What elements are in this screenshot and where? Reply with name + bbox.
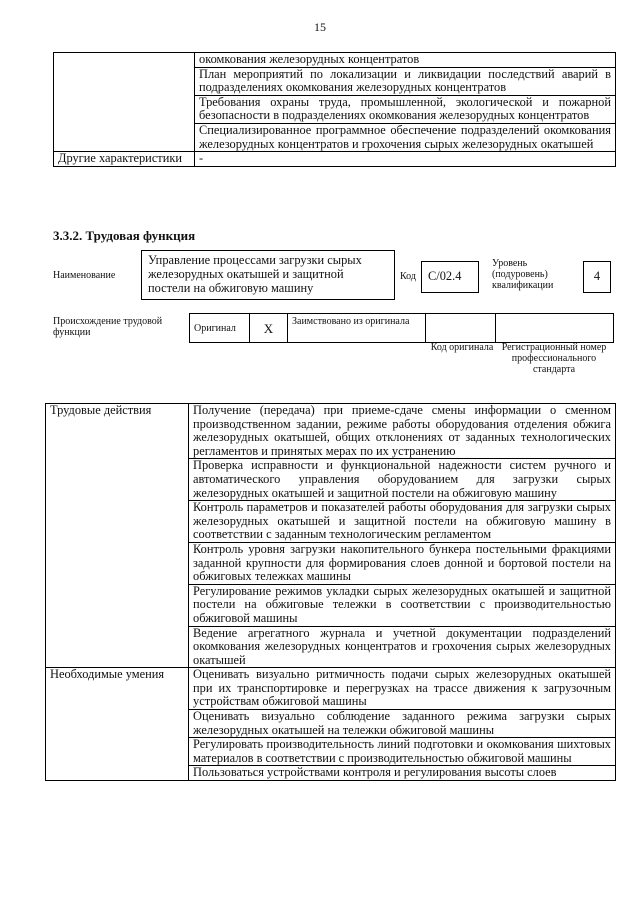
name-label: Наименование bbox=[53, 270, 116, 281]
function-code: С/02.4 bbox=[421, 261, 479, 293]
origin-borrowed-label: Заимствовано из оригинала bbox=[288, 314, 426, 343]
skills-label: Необходимые умения bbox=[46, 668, 189, 781]
labor-action: Получение (передача) при приеме-сдаче смены информации о сменном производственном задании, режиме работы оборудования отделения обжига железорудных окатышей, общих отклонениях от заданных технологических регламентов и принятых мерах по их устранению bbox=[189, 404, 616, 459]
section-title: 3.3.2. Трудовая функция bbox=[53, 228, 196, 243]
origin-label: Происхождение трудовой функции bbox=[53, 316, 163, 338]
labor-action: Контроль уровня загрузки накопительного бункера постельными фракциями заданной крупности для формирования слоев донной и бортовой постели на обжиговых тележках машины bbox=[189, 542, 616, 584]
knowledge-row: Специализированное программное обеспечение подразделений окомкования железорудных концентратов и грохочения сырых железорудных окатышей bbox=[195, 123, 616, 151]
origin-reg-cell bbox=[496, 314, 614, 343]
labor-action: Контроль параметров и показателей работы оборудования для загрузки сырых железорудных окатышей и защитной постели на обжиговую машину в соответствии с заданным технологическим регламентом bbox=[189, 501, 616, 543]
skill-item: Оценивать визуально соблюдение заданного режима загрузки сырых железорудных окатышей на тележки обжиговой машины bbox=[189, 710, 616, 738]
labor-action: Регулирование режимов укладки сырых железорудных окатышей и защитной постели на обжиговые тележки в соответствии с производительностью обжиговой машины bbox=[189, 584, 616, 626]
qualification-level: 4 bbox=[583, 261, 611, 293]
other-characteristics-label: Другие характеристики bbox=[54, 152, 195, 167]
caption-registration-number: Регистрационный номер профессионального стандарта bbox=[501, 342, 607, 375]
function-name: Управление процессами загрузки сырых железорудных окатышей и защитной постели на обжиговую машину bbox=[141, 250, 395, 300]
knowledge-row: Требования охраны труда, промышленной, экологической и пожарной безопасности в подразделениях окомкования железорудных концентратов bbox=[195, 95, 616, 123]
labor-actions-label: Трудовые действия bbox=[46, 404, 189, 668]
skill-item: Регулировать производительность линий подготовки и окомкования шихтовых материалов в соответствии с производительностью обжиговой машины bbox=[189, 738, 616, 766]
labor-function-table bbox=[45, 403, 616, 781]
origin-mark: Х bbox=[250, 314, 288, 343]
empty-label-cell bbox=[54, 53, 195, 152]
continued-table bbox=[53, 52, 616, 167]
skill-item: Пользоваться устройствами контроля и регулирования высоты слоев bbox=[189, 766, 616, 781]
origin-code-cell bbox=[426, 314, 496, 343]
knowledge-row: окомкования железорудных концентратов bbox=[195, 53, 616, 68]
labor-action: Проверка исправности и функциональной надежности систем ручного и автоматического управления оборудованием для загрузки сырых железорудных окатышей и защитной постели на обжиговую машину bbox=[189, 459, 616, 501]
origin-table bbox=[189, 313, 614, 343]
caption-original-code: Код оригинала bbox=[430, 342, 494, 353]
knowledge-row: План мероприятий по локализации и ликвидации последствий аварий в подразделениях окомкования железорудных концентратов bbox=[195, 67, 616, 95]
skill-item: Оценивать визуально ритмичность подачи сырых железорудных окатышей при их транспортировке и перегрузках на трассе движения к загрузочным устройствам обжиговой машины bbox=[189, 668, 616, 710]
code-label: Код bbox=[400, 271, 416, 282]
labor-action: Ведение агрегатного журнала и учетной документации подразделений окомкования железорудных концентратов и грохочения сырых железорудных окатышей bbox=[189, 626, 616, 668]
level-label: Уровень (подуровень) квалификации bbox=[492, 258, 554, 291]
other-characteristics-value: - bbox=[195, 152, 616, 167]
origin-original-label: Оригинал bbox=[190, 314, 250, 343]
page-number: 15 bbox=[314, 20, 326, 34]
